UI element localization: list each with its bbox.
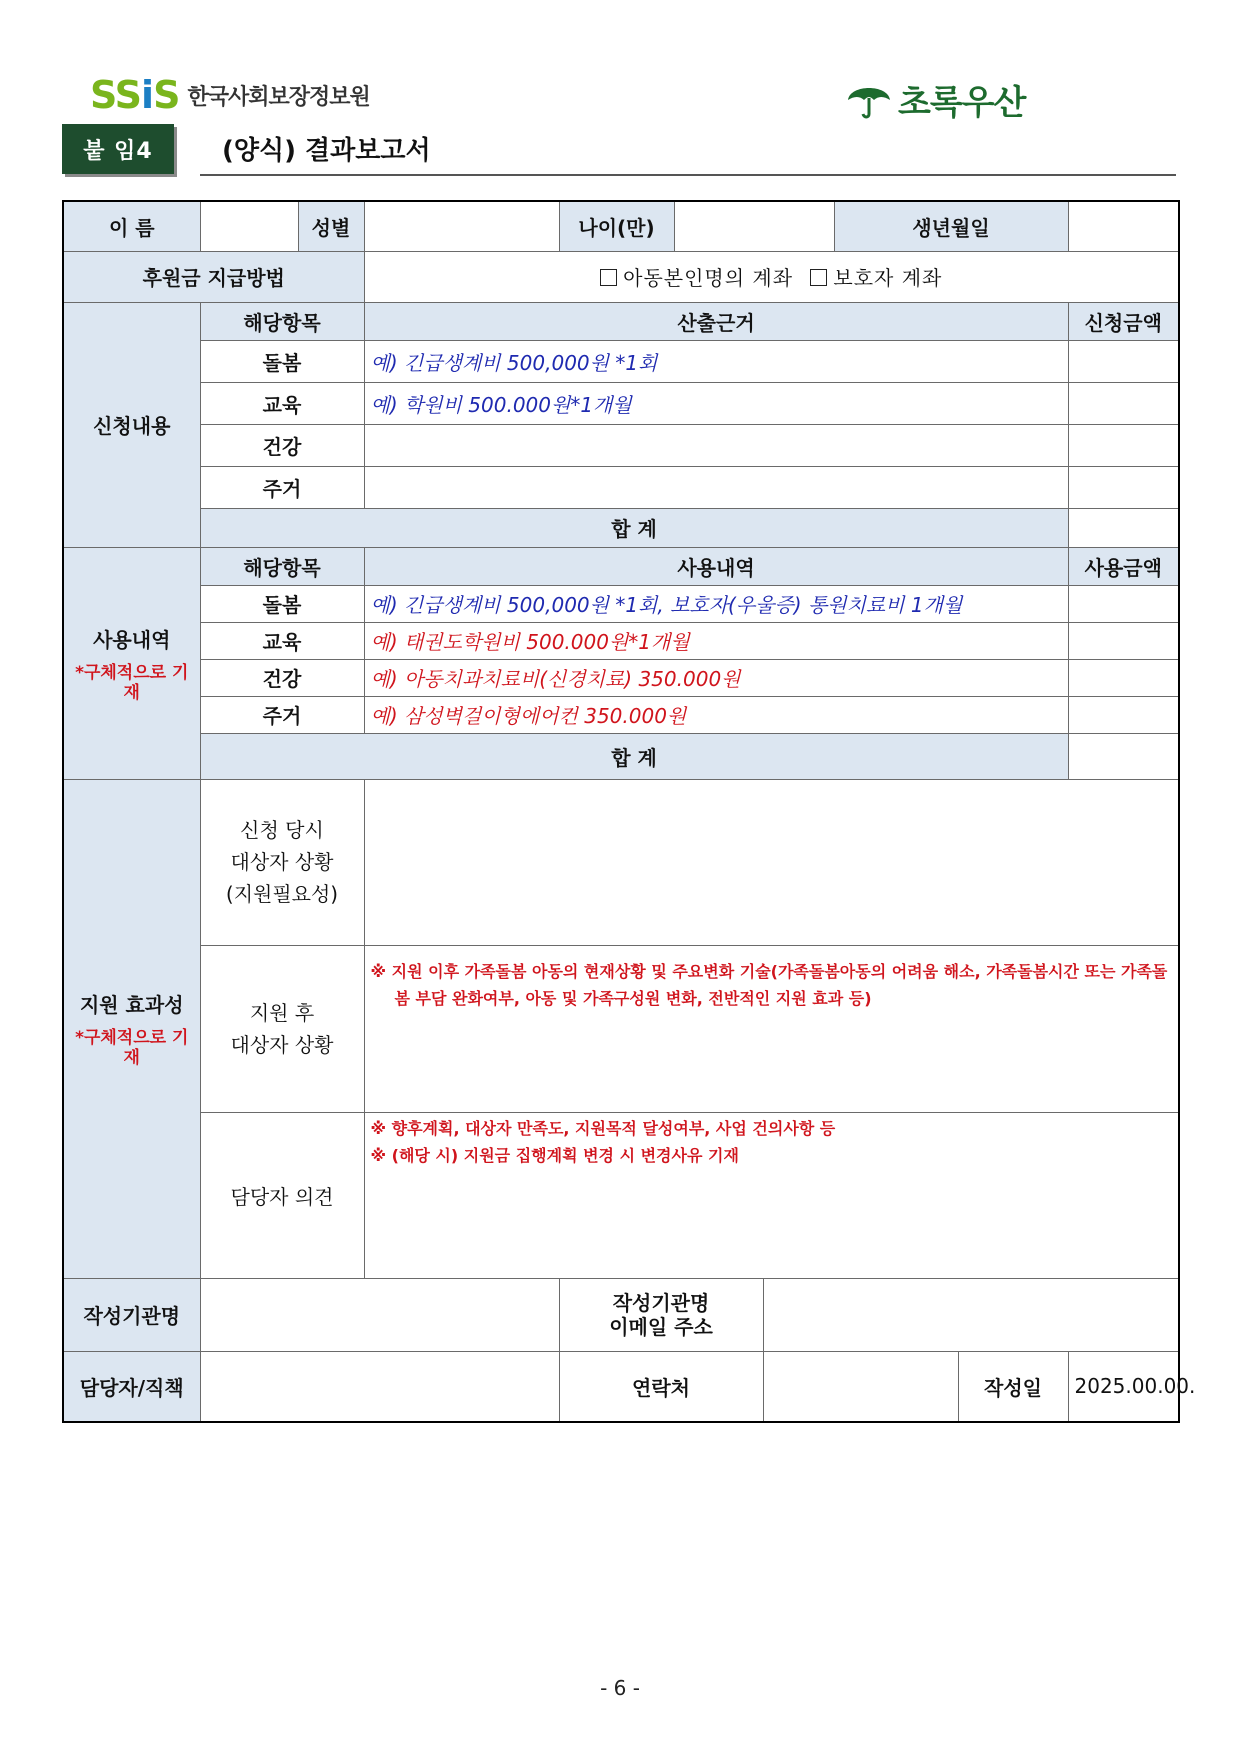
ssis-logo-mark: SSiS (90, 73, 180, 117)
contact-label: 연락처 (559, 1351, 763, 1422)
after-situation-guide: ※ 지원 이후 가족돌봄 아동의 현재상황 및 주요변화 기술(가족돌봄아동의 어려움 해소, 가족돌봄시간 또는 가족돌봄 부담 완화여부, 아동 및 가족구성원 변화, 전반적인 지원 효과 등) (370, 961, 1168, 1008)
before-situation-field[interactable] (364, 779, 1179, 945)
application-basis[interactable]: 예) 학원비 500.000원*1개월 (364, 382, 1068, 424)
effect-section-title: 지원 효과성 (79, 993, 184, 1017)
application-total-label: 합 계 (200, 508, 1068, 547)
usage-detail[interactable]: 예) 긴급생계비 500,000원 *1회, 보호자(우울증) 통원치료비 1개월 (364, 585, 1068, 622)
org-name-field[interactable] (200, 1278, 559, 1351)
application-basis[interactable] (364, 466, 1068, 508)
manager-opinion-field[interactable] (364, 1112, 1179, 1278)
name-field[interactable] (200, 201, 298, 251)
org-email-field[interactable] (763, 1278, 1179, 1351)
usage-detail[interactable]: 예) 삼성벽걸이형에어컨 350.000원 (364, 696, 1068, 733)
usage-item-header: 해당항목 (200, 547, 364, 585)
attachment-tag: 붙 임4 (62, 124, 174, 174)
document-title: (양식) 결과보고서 (222, 136, 431, 166)
usage-detail[interactable]: 예) 태권도학원비 500.000원*1개월 (364, 622, 1068, 659)
usage-total-amount[interactable] (1068, 733, 1179, 779)
effect-section-label (63, 779, 200, 1278)
after-situation-field[interactable] (364, 945, 1179, 1112)
after-situation-label (200, 945, 364, 1112)
org-name-label: 작성기관명 (63, 1278, 200, 1351)
org-email-label-line1: 작성기관명 (612, 1290, 710, 1315)
child-account-checkbox[interactable] (600, 269, 617, 286)
application-amount[interactable] (1068, 340, 1179, 382)
usage-detail[interactable]: 예) 아동치과치료비(신경치료) 350.000원 (364, 659, 1068, 696)
application-total-amount[interactable] (1068, 508, 1179, 547)
gender-label: 성별 (298, 201, 364, 251)
ssis-logo (90, 72, 370, 118)
application-item: 돌봄 (200, 340, 364, 382)
name-label: 이 름 (63, 201, 200, 251)
guardian-account-checkbox[interactable] (810, 269, 827, 286)
usage-item: 교육 (200, 622, 364, 659)
application-section-label: 신청내용 (63, 302, 200, 547)
birth-field[interactable] (1068, 201, 1179, 251)
usage-total-label: 합 계 (200, 733, 1068, 779)
payment-method-label: 후원금 지급방법 (63, 251, 364, 302)
usage-section-title: 사용내역 (93, 627, 171, 652)
effect-section-note: *구체적으로 기재 (75, 1028, 189, 1068)
birth-label: 생년월일 (834, 201, 1068, 251)
usage-amount[interactable] (1068, 696, 1179, 733)
application-amount-header: 신청금액 (1068, 302, 1179, 340)
org-email-label-line2: 이메일 주소 (609, 1314, 713, 1339)
usage-amount[interactable] (1068, 585, 1179, 622)
org-email-label (559, 1278, 763, 1351)
opinion-guide-2: ※ (해당 시) 지원금 집행계획 변경 시 변경사유 기재 (370, 1145, 739, 1165)
application-amount[interactable] (1068, 382, 1179, 424)
age-label: 나이(만) (559, 201, 674, 251)
application-item: 주거 (200, 466, 364, 508)
gender-field[interactable] (364, 201, 559, 251)
date-label: 작성일 (958, 1351, 1068, 1422)
after-label-line1: 지원 후 (249, 1000, 315, 1025)
after-label-line2: 대상자 상황 (230, 1032, 334, 1057)
usage-amount[interactable] (1068, 659, 1179, 696)
before-label-line3: (지원필요성) (225, 882, 339, 906)
application-amount[interactable] (1068, 466, 1179, 508)
usage-detail-header: 사용내역 (364, 547, 1068, 585)
green-umbrella-name: 초록우산 (898, 82, 1026, 123)
manager-position-field[interactable] (200, 1351, 559, 1422)
before-label-line2: 대상자 상황 (230, 850, 334, 874)
application-item-header: 해당항목 (200, 302, 364, 340)
application-item: 교육 (200, 382, 364, 424)
manager-opinion-label: 담당자 의견 (200, 1112, 364, 1278)
before-situation-label (200, 779, 364, 945)
usage-item: 주거 (200, 696, 364, 733)
application-item: 건강 (200, 424, 364, 466)
contact-field[interactable] (763, 1351, 958, 1422)
title-divider (200, 174, 1176, 176)
guardian-account-label: 보호자 계좌 (833, 266, 943, 290)
usage-section-label (63, 547, 200, 779)
usage-amount[interactable] (1068, 622, 1179, 659)
age-field[interactable] (674, 201, 834, 251)
payment-method-options (364, 251, 1179, 302)
application-amount[interactable] (1068, 424, 1179, 466)
application-basis-header: 산출근거 (364, 302, 1068, 340)
manager-position-label: 담당자/직책 (63, 1351, 200, 1422)
child-account-label: 아동본인명의 계좌 (623, 266, 794, 290)
green-umbrella-logo (846, 76, 1025, 122)
before-label-line1: 신청 당시 (240, 818, 324, 842)
usage-amount-header: 사용금액 (1068, 547, 1179, 585)
application-basis[interactable] (364, 424, 1068, 466)
ssis-org-name: 한국사회보장정보원 (187, 84, 370, 110)
page-number: - 6 - (600, 1676, 640, 1700)
opinion-guide-1: ※ 향후계획, 대상자 만족도, 지원목적 달성여부, 사업 건의사항 등 (370, 1118, 836, 1138)
usage-item: 돌봄 (200, 585, 364, 622)
usage-item: 건강 (200, 659, 364, 696)
usage-section-note: *구체적으로 기재 (75, 662, 189, 703)
result-report-form (62, 200, 1196, 1423)
application-basis[interactable]: 예) 긴급생계비 500,000원 *1회 (364, 340, 1068, 382)
date-field[interactable]: 2025.00.00. (1068, 1351, 1179, 1422)
umbrella-icon (846, 78, 892, 120)
